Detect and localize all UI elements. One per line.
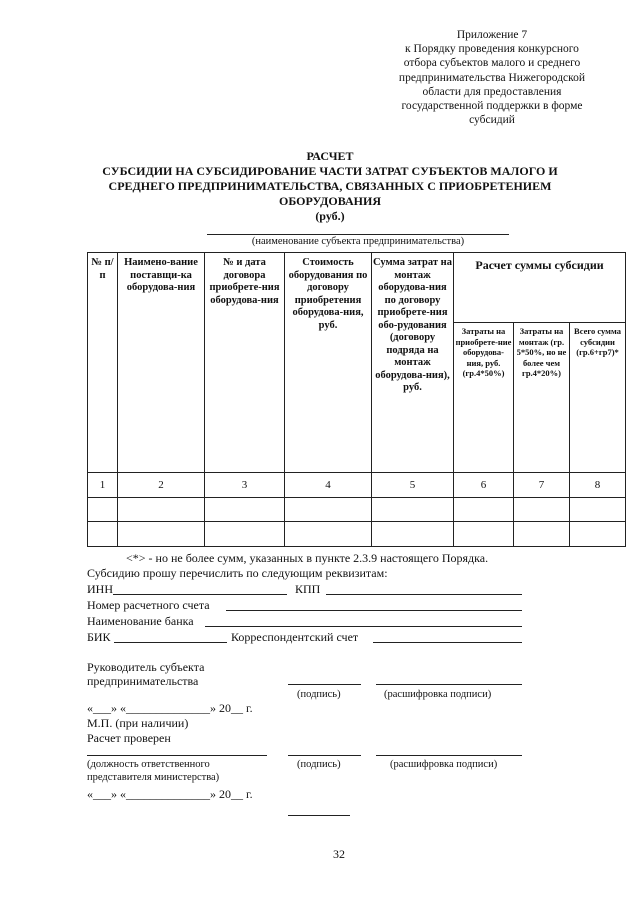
header-col-1: № п/п [88,253,118,473]
title-line: ОБОРУДОВАНИЯ [279,194,381,208]
table-cell[interactable] [88,498,118,522]
table-row [88,498,626,522]
page-number: 32 [333,847,345,861]
decode-caption: (расшифровка подписи) [384,689,492,700]
inn-field[interactable] [113,594,287,595]
separator [288,815,350,816]
inn-label: ИНН [87,582,113,596]
table-cell[interactable] [570,498,626,522]
corr-account-field[interactable] [373,642,522,643]
title-line: СРЕДНЕГО ПРЕДПРИНИМАТЕЛЬСТВА, СВЯЗАННЫХ С ПРИОБРЕТЕНИЕМ [108,179,552,193]
table-cell[interactable] [118,522,205,547]
column-number: 2 [118,473,205,498]
table-cell[interactable] [372,498,454,522]
stamp-label: М.П. (при наличии) [87,716,189,730]
entity-name-caption: (наименование субъекта предпринимательства) [251,236,465,247]
checked-label: Расчет проверен [87,731,171,745]
official-signature-decode-field[interactable] [376,755,522,756]
appendix-line: субсидий [469,114,515,127]
title-unit: (руб.) [315,209,345,223]
entity-name-field[interactable] [207,234,509,247]
table-cell[interactable] [118,498,205,522]
table-cell[interactable] [514,498,570,522]
subsidy-table [87,252,626,547]
requisites-intro: Субсидию прошу перечислить по следующим реквизитам: [87,566,388,580]
appendix-header [376,28,608,127]
bank-field[interactable] [205,626,522,627]
table-cell[interactable] [372,522,454,547]
table-cell[interactable] [454,522,514,547]
signature-caption: (подпись) [297,759,341,770]
column-number: 1 [88,473,118,498]
header-col-2: Наимено-вание поставщи-ка оборудова-ния [118,253,205,473]
decode-caption: (расшифровка подписи) [390,759,498,770]
appendix-line: к Порядку проведения конкурсного [405,43,579,56]
account-label: Номер расчетного счета [87,598,210,612]
header-group-subsidy: Расчет суммы субсидии [454,253,626,323]
table-cell[interactable] [205,498,285,522]
official-role-line1: (должность ответственного [87,759,210,770]
column-number: 6 [454,473,514,498]
header-col-7: Затраты на монтаж (гр. 5*50%, но не более чем гр.4*20%) [514,323,570,473]
title-line: СУБСИДИИ НА СУБСИДИРОВАНИЕ ЧАСТИ ЗАТРАТ СУБЪЕКТОВ МАЛОГО И [102,164,558,178]
header-col-3: № и дата договора приобрете-ния оборудова-ния [205,253,285,473]
column-number: 8 [570,473,626,498]
footnote: <*> - но не более сумм, указанных в пункте 2.3.9 настоящего Порядка. [126,551,489,565]
table-cell[interactable] [205,522,285,547]
appendix-line: области для предоставления [422,85,562,98]
kpp-label: КПП [295,582,321,596]
table-cell[interactable] [285,522,372,547]
official-date-field[interactable]: «___» «______________» 20__ г. [87,787,253,801]
official-position-field[interactable] [87,755,267,756]
document-title [60,149,600,224]
header-col-5: Сумма затрат на монтаж оборудова-ния по договору приобрете-ния обо-рудования (договору подряда на монтаж оборудова-ния), руб. [372,253,454,473]
title-line: РАСЧЕТ [306,149,354,163]
column-number: 5 [372,473,454,498]
table-row [88,522,626,547]
kpp-field[interactable] [326,594,522,595]
official-role-line2: представителя министерства) [87,772,220,783]
table-cell[interactable] [454,498,514,522]
column-number: 4 [285,473,372,498]
header-col-4: Стоимость оборудования по договору приобретения оборудова-ния, руб. [285,253,372,473]
column-number: 7 [514,473,570,498]
head-role-line2: предпринимательства [87,674,199,688]
table-cell[interactable] [285,498,372,522]
header-col-8: Всего сумма субсидии (гр.6+гр7)* [570,323,626,473]
head-date-field[interactable]: «___» «______________» 20__ г. [87,701,253,715]
head-signature-field[interactable] [288,684,361,685]
appendix-line: отбора субъектов малого и среднего [403,57,581,70]
column-number: 3 [205,473,285,498]
head-signature-decode-field[interactable] [376,684,522,685]
appendix-line: государственной поддержки в форме [401,100,583,113]
appendix-line: предпринимательства Нижегородской [398,71,586,84]
account-field[interactable] [226,610,522,611]
header-col-6: Затраты на приобрете-ние оборудова-ния, руб. (гр.4*50%) [454,323,514,473]
table-cell[interactable] [88,522,118,547]
bik-field[interactable] [114,642,227,643]
corr-account-label: Корреспондентский счет [231,630,359,644]
bank-label: Наименование банка [87,614,194,628]
bik-label: БИК [87,630,111,644]
head-role-line1: Руководитель субъекта [87,660,205,674]
table-cell[interactable] [570,522,626,547]
table-cell[interactable] [514,522,570,547]
official-signature-field[interactable] [288,755,361,756]
appendix-line: Приложение 7 [456,29,528,41]
signature-caption: (подпись) [297,689,341,700]
